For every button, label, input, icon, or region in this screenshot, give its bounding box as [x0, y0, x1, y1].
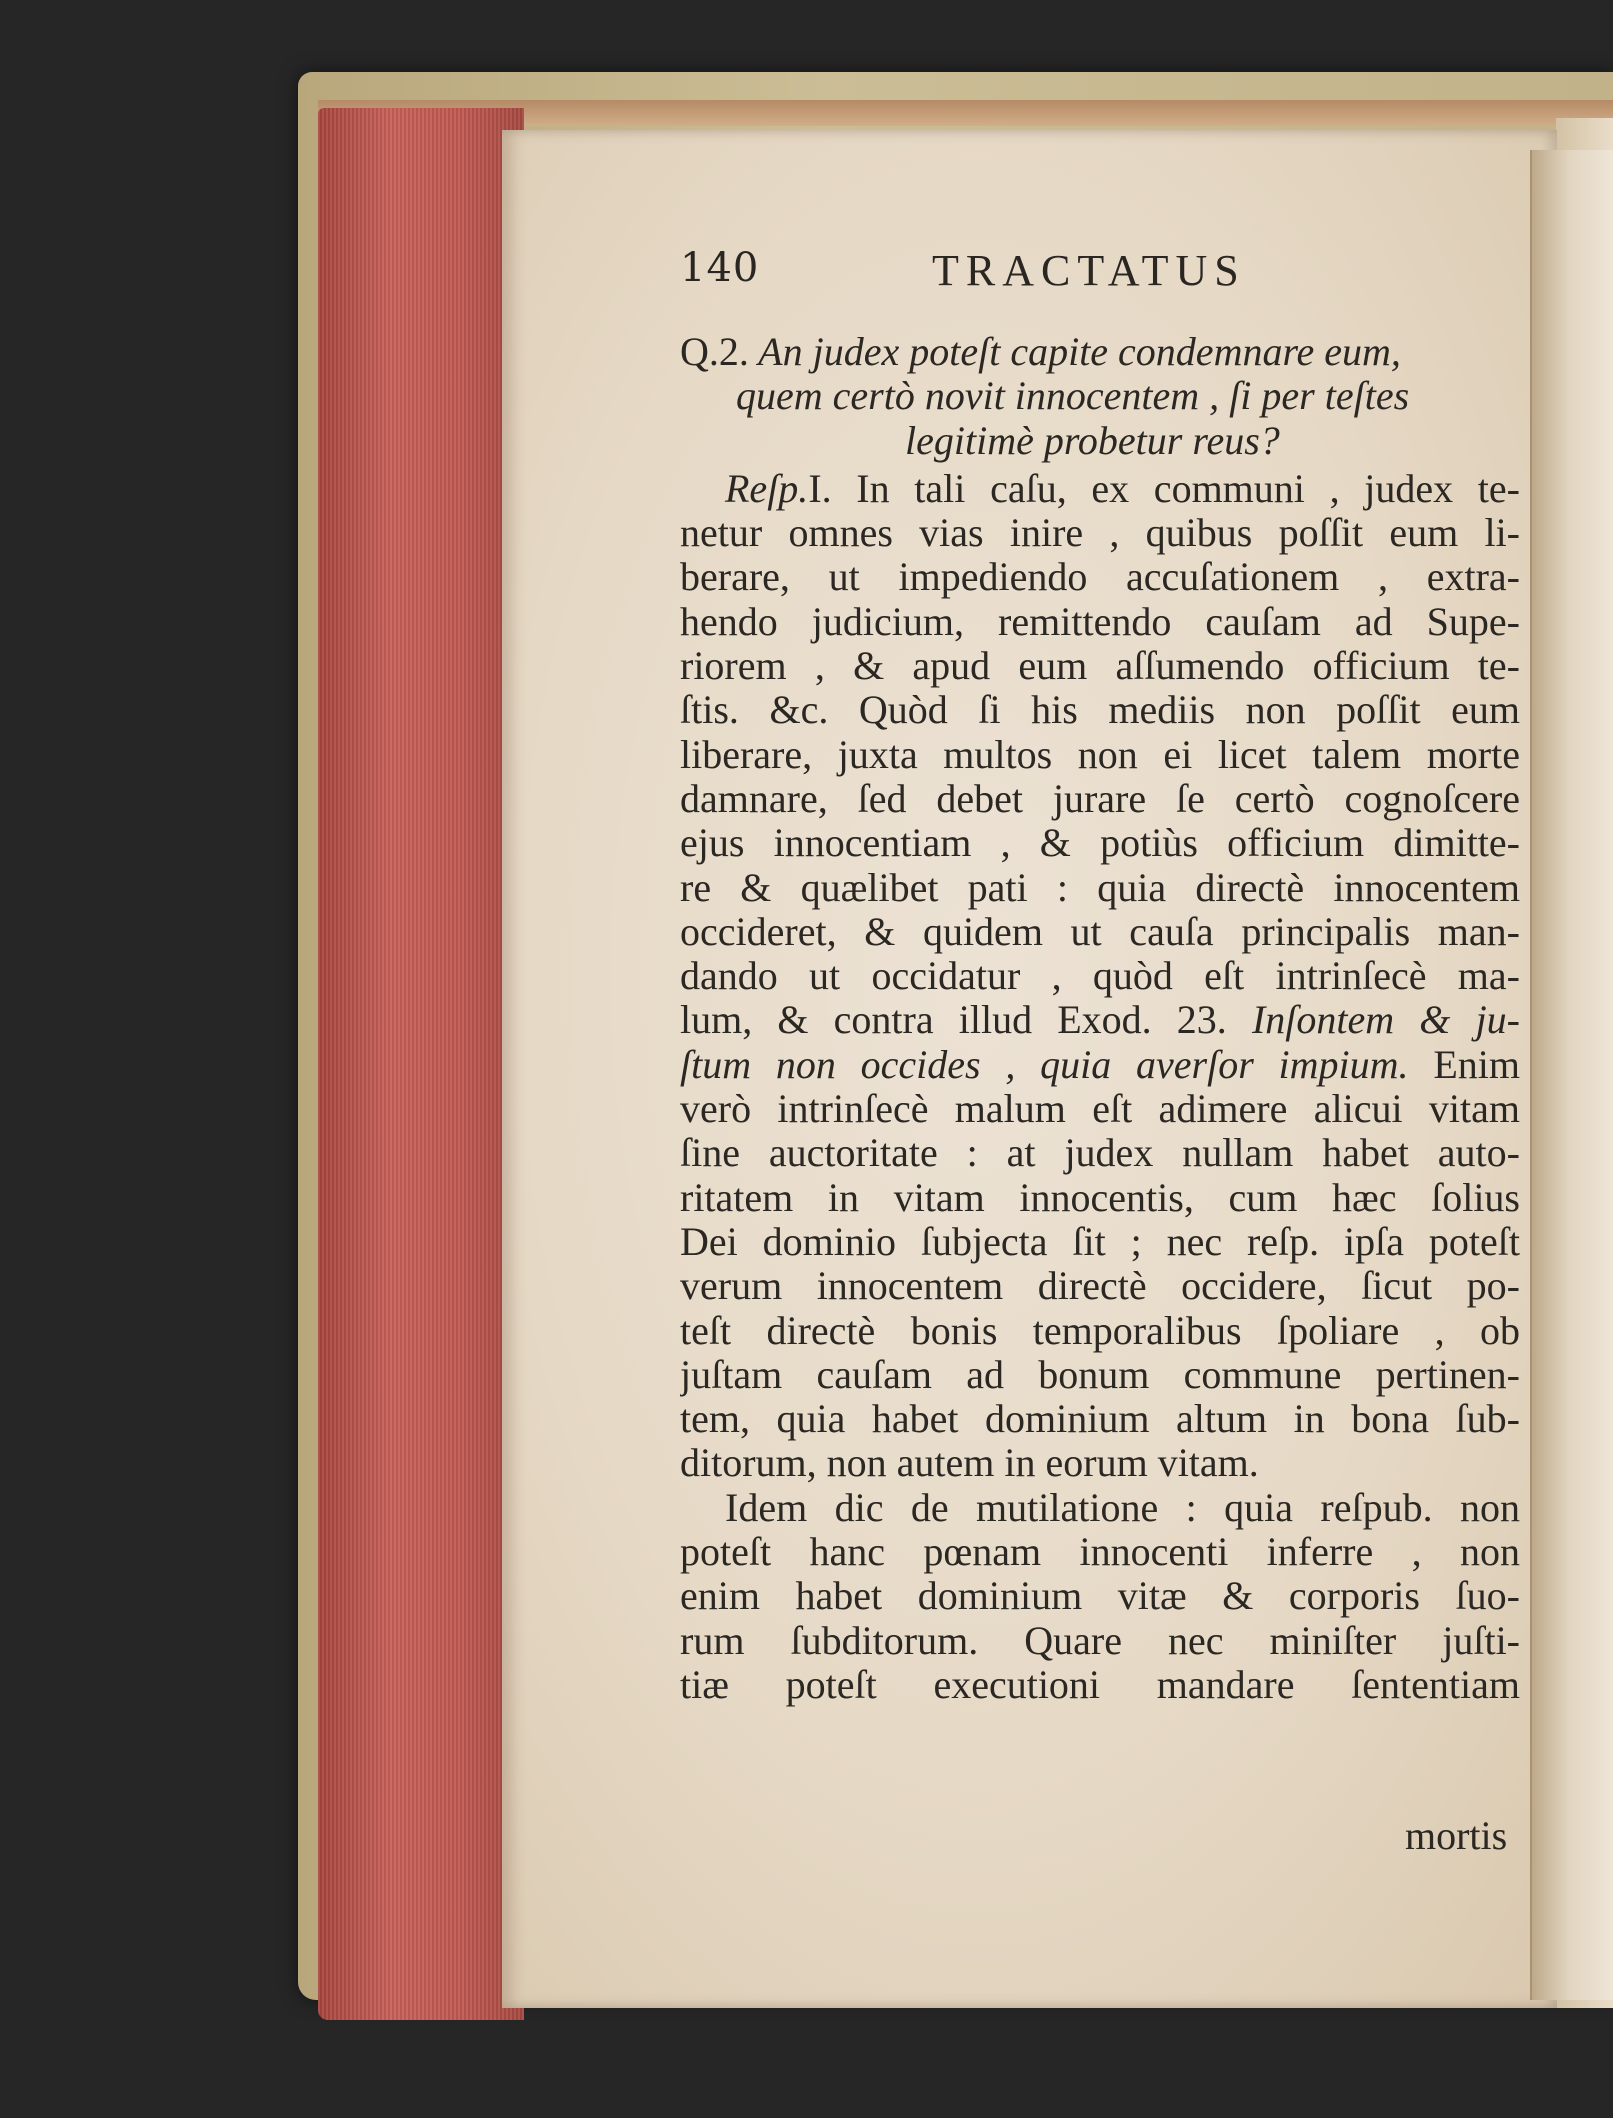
text-line: tiæ poteſt executioni mandare ſententiam — [680, 1662, 1520, 1707]
catchword: mortis — [1405, 1813, 1508, 1858]
red-page-edges — [318, 108, 524, 2020]
text-line: berare, ut impediendo accuſationem , extra- — [680, 555, 1520, 600]
text-line: Reſp.I. In tali caſu, ex communi , judex te- — [725, 466, 1520, 511]
text-line: poteſt hanc pœnam innocenti inferre , non — [680, 1530, 1520, 1575]
question-heading — [680, 330, 1520, 463]
text-line: hendo judicium, remittendo cauſam ad Supe- — [680, 599, 1520, 644]
question-line-3: legitimè probetur reus? — [905, 417, 1280, 463]
text-line: ditorum, non autem in eorum vitam. — [680, 1441, 1259, 1486]
page-text — [680, 330, 1520, 1707]
text-line: ſtum non occides , quia averſor impium. Enim — [680, 1042, 1520, 1087]
scripture-quote-b: ſtum non occides , quia averſor impium. — [680, 1042, 1409, 1087]
text-line: dando ut occidatur , quòd eſt intrinſecè ma- — [680, 954, 1520, 999]
scripture-quote-a: Inſontem & ju- — [1251, 998, 1520, 1043]
text-line: verum innocentem directè occidere, ſicut po- — [680, 1264, 1520, 1309]
running-head: TRACTATUS — [932, 246, 1246, 295]
question-label: Q.2. — [680, 329, 749, 374]
text-line: ejus innocentiam , & potiùs officium dimitte- — [680, 821, 1520, 866]
text-line: ritatem in vitam innocentis, cum hæc ſolius — [680, 1175, 1520, 1220]
text-line: liberare, juxta multos non ei licet talem morte — [680, 732, 1520, 777]
text-line: re & quælibet pati : quia directè innocentem — [680, 865, 1520, 910]
text-line: juſtam cauſam ad bonum commune pertinen- — [680, 1352, 1520, 1397]
text-line: riorem , & apud eum aſſumendo officium te- — [680, 644, 1520, 689]
question-text-1: An judex poteſt capite condemnare eum, — [758, 329, 1401, 374]
paragraph-response — [680, 467, 1520, 1486]
question-line-1 — [680, 330, 1520, 374]
text-line: Dei dominio ſubjecta ſit ; nec reſp. ipſa poteſt — [680, 1219, 1520, 1264]
text-line: ſine auctoritate : at judex nullam habet auto- — [680, 1131, 1520, 1176]
text-line: tem, quia habet dominium altum in bona ſub- — [680, 1397, 1520, 1442]
text-line: lum, & contra illud Exod. 23. Inſontem & ju- — [680, 998, 1520, 1043]
book-gutter — [1530, 150, 1613, 2000]
text-line: ſtis. &c. Quòd ſi his mediis non poſſit eum — [680, 688, 1520, 733]
text-line: Idem dic de mutilatione : quia reſpub. non — [725, 1485, 1520, 1530]
question-line-2: quem certò novit innocentem , ſi per teſtes — [736, 373, 1410, 419]
text-line: damnare, ſed debet jurare ſe certò cognoſcere — [680, 776, 1520, 821]
text-line: rum ſubditorum. Quare nec miniſter juſti- — [680, 1618, 1520, 1663]
text-line: teſt directè bonis temporalibus ſpoliare , ob — [680, 1308, 1520, 1353]
response-lead: Reſp. — [725, 466, 809, 511]
text-line: netur omnes vias inire , quibus poſſit eum li- — [680, 511, 1520, 556]
page-header — [680, 245, 1480, 305]
text-line: verò intrinſecè malum eſt adimere alicui vitam — [680, 1087, 1520, 1132]
text-line: enim habet dominium vitæ & corporis ſuo- — [680, 1574, 1520, 1619]
page-number: 140 — [680, 245, 760, 291]
text-line: occideret, & quidem ut cauſa principalis man- — [680, 909, 1520, 954]
paragraph-mutilation — [680, 1486, 1520, 1707]
